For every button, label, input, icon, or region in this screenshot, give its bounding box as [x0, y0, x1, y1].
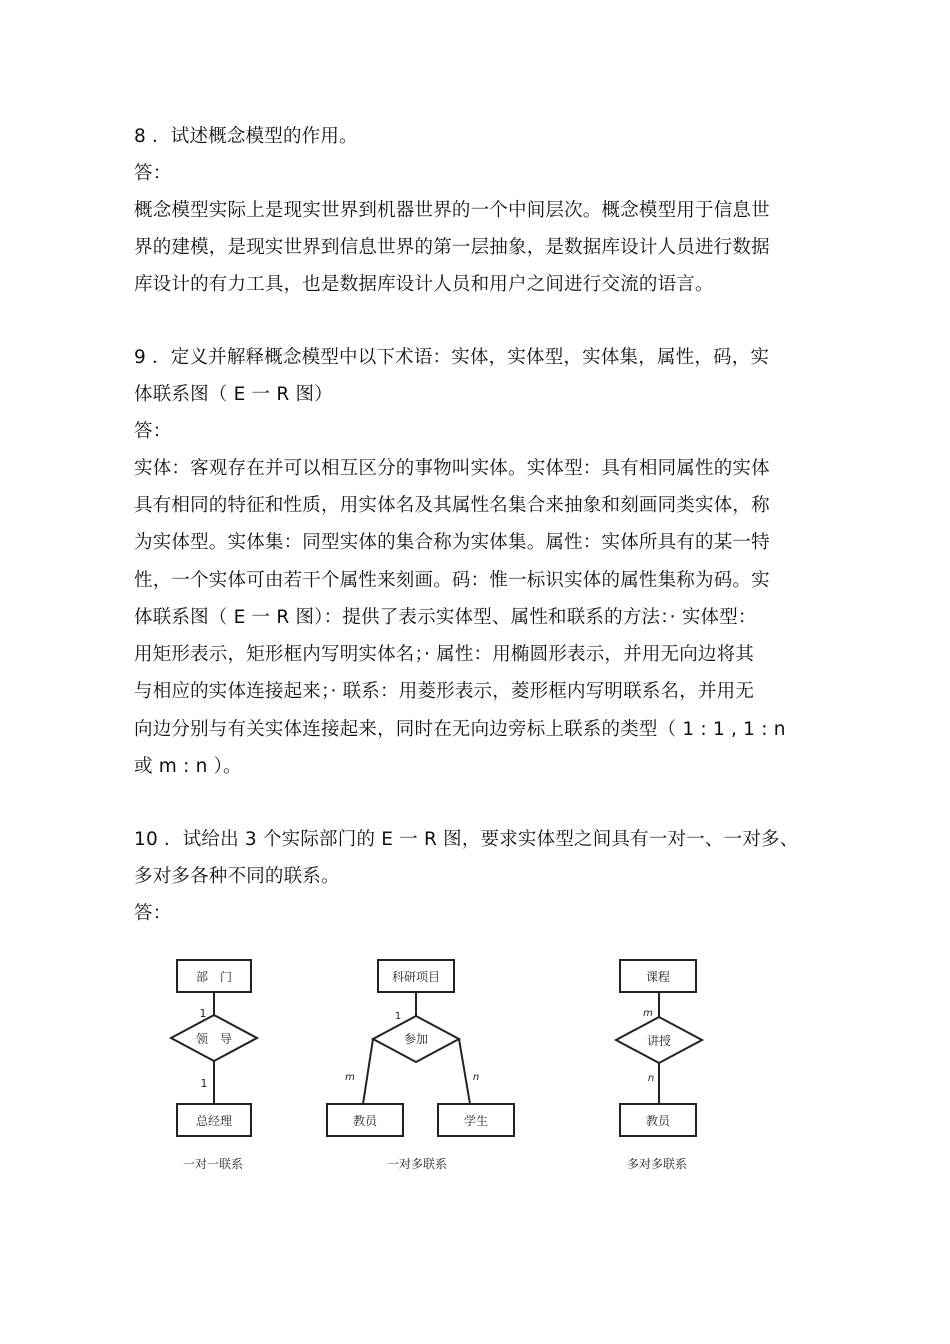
cardinality-label: 1 [200, 1077, 208, 1090]
cardinality-label: m [643, 1008, 653, 1019]
q8-answer-line: 概念模型实际上是现实世界到机器世界的一个中间层次。概念模型用于信息世 [134, 200, 770, 221]
q9-answer-label: 答： [134, 421, 172, 442]
cardinality-label: 1 [199, 1007, 207, 1020]
q9-title-line: 9 ．定义并解释概念模型中以下术语：实体，实体型，实体集，属性，码，实 [134, 347, 770, 368]
q9-title-line: 体联系图（ E 一 R 图） [134, 384, 333, 405]
diagram-caption: 多对多联系 [626, 1157, 688, 1171]
q8-answer-line: 界的建模，是现实世界到信息世界的第一层抽象，是数据库设计人员进行数据 [134, 237, 770, 258]
q9-answer-line: 用矩形表示，矩形框内写明实体名；· 属性：用椭圆形表示，并用无向边将其 [134, 644, 755, 665]
relationship-label: 讲授 [646, 1034, 672, 1048]
edge-line [363, 1039, 373, 1104]
q9-answer-line: 为实体型。实体集：同型实体的集合称为实体集。属性：实体所具有的某一特 [134, 532, 770, 553]
q9-answer-line: 向边分别与有关实体连接起来，同时在无向边旁标上联系的类型（ 1 : 1 , 1 : n [134, 719, 786, 740]
cardinality-label: m [345, 1072, 355, 1083]
cardinality-label: n [472, 1072, 480, 1083]
q9-answer-line: 或 m : n ）。 [134, 756, 242, 777]
q9-answer-line: 性，一个实体可由若干个属性来刻画。码：惟一标识实体的属性集称为码。实 [134, 570, 770, 591]
entity-label: 教员 [645, 1114, 671, 1128]
relationship-label: 领 导 [195, 1032, 233, 1046]
q8-answer-label: 答： [134, 163, 172, 184]
q9-answer-line: 实体：客观存在并可以相互区分的事物叫实体。实体型：具有相同属性的实体 [134, 458, 770, 479]
er-diagrams [0, 940, 950, 1190]
q10-title-line: 多对多各种不同的联系。 [134, 866, 340, 887]
entity-label: 教员 [352, 1114, 378, 1128]
cardinality-label: n [647, 1073, 655, 1084]
entity-label: 课程 [645, 970, 671, 984]
cardinality-label: 1 [394, 1011, 402, 1022]
q10-title-line: 10 ．试给出 3 个实际部门的 E 一 R 图，要求实体型之间具有一对一、一对多、 [134, 829, 799, 850]
q8-title: 8 ．试述概念模型的作用。 [134, 126, 358, 147]
entity-label: 总经理 [195, 1114, 233, 1128]
entity-label: 部 门 [195, 970, 233, 984]
q10-answer-label: 答： [134, 903, 172, 924]
relationship-label: 参加 [403, 1032, 429, 1046]
q8-answer-line: 库设计的有力工具，也是数据库设计人员和用户之间进行交流的语言。 [134, 274, 714, 295]
edge-line [459, 1039, 470, 1104]
q9-answer-line: 与相应的实体连接起来；· 联系：用菱形表示，菱形框内写明联系名，并用无 [134, 681, 755, 702]
q9-answer-line: 具有相同的特征和性质，用实体名及其属性名集合来抽象和刻画同类实体，称 [134, 495, 770, 516]
diagram-caption: 一对多联系 [386, 1157, 448, 1171]
entity-label: 学生 [463, 1114, 489, 1128]
q9-answer-line: 体联系图（ E 一 R 图）：提供了表示实体型、属性和联系的方法：· 实体型： [134, 607, 757, 628]
diagram-caption: 一对一联系 [182, 1157, 244, 1171]
entity-label: 科研项目 [391, 970, 441, 984]
